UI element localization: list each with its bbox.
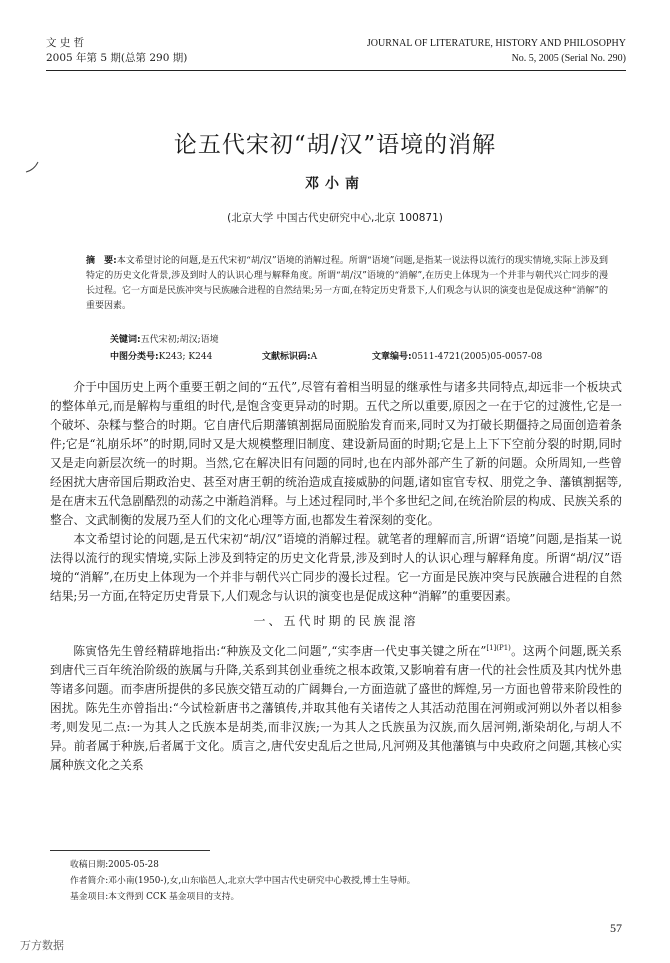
clc-label: 中图分类号: — [110, 352, 159, 362]
abstract-text: 本文希望讨论的问题,是五代宋初“胡/汉”语境的消解过程。所谓“语境”问题,是指某一说法得以流行的现实情境,实际上涉及到特定的历史文化背景,涉及到时人的认识心理与解释角度。所谓“胡/汉”语境的“消解”,在历史上体现为一个并非与朝代兴亡同步的漫长过程。它一方面是民族冲突与民族融合进程的自然结果;另一方面,在特定历史背景下,人们观念与认识的演变也是促成这种“消解”的重要因素。 — [86, 256, 608, 311]
article-title: 论五代宋初“胡/汉”语境的消解 — [173, 132, 497, 158]
header-rule — [46, 70, 626, 71]
journal-header-right — [367, 36, 626, 66]
clc-value: K243; K244 — [158, 352, 213, 362]
author-bio: 作者简介:邓小南(1950-),女,山东临邑人,北京大学中国古代史研究中心教授,博士生导师。 — [70, 876, 416, 886]
received-date: 收稿日期:2005-05-28 — [70, 860, 159, 870]
journal-name-cn: 文 史 哲 — [46, 37, 85, 49]
issue-info-cn: 2005 年第 5 期(总第 290 期) — [46, 52, 188, 64]
funding-note: 基金项目:本文得到 CCK 基金项目的支持。 — [70, 892, 240, 902]
section-heading: 一、五代时期的民族混溶 — [253, 614, 419, 628]
keywords-text: 五代宋初;胡汉;语境 — [140, 335, 219, 345]
footnote-rule — [50, 850, 210, 851]
footnotes — [70, 857, 610, 905]
journal-header-left — [46, 36, 187, 66]
page-number: 57 — [610, 921, 622, 935]
body-paragraph-1: 介于中国历史上两个重要王朝之间的“五代”,尽管有着相当明显的继承性与诸多共同特点,却远非一个板块式的整体单元,而是解构与重组的时代,是饱含变更异动的时期。五代之所以重要,原因之一在于它的过渡性,它是一个破坏、杂糅与整合的时期。它自唐代后期藩镇割据局面脱胎发育而来,同时又为打破长期僵持之局面创造着条件;它是“礼崩乐坏”的时期,同时又是大规模整理旧制度、建设新局面的时期;它是上上下下空前分裂的时期,同时又是走向新层次统一的时期。当然,它在解决旧有问题的同时,也在内部外部产生了新的问题。众所周知,一些曾经困扰大唐帝国后期政治史、甚至对唐王朝的统治造成直接威胁的问题,诸如宦官专权、朋党之争、藩镇割据等,是在唐末五代急剧酷烈的动荡之中渐趋消释。与上述过程同时,半个多世纪之间,在统治阶层的构成、民族关系的整合、文武制衡的发展乃至人们的文化心理等方面,也都发生着深刻的变化。 — [50, 380, 622, 527]
issue-info-en: No. 5, 2005 (Serial No. 290) — [511, 53, 626, 64]
article-no-label: 文章编号: — [372, 352, 412, 362]
keywords-label: 关键词: — [110, 335, 141, 345]
paragraph-3-text-a: 陈寅恪先生曾经精辟地指出:“种族及文化二问题”,“实李唐一代史事关键之所在” — [73, 643, 487, 658]
article-body — [50, 378, 622, 775]
body-paragraph-2: 本文希望讨论的问题,是五代宋初“胡/汉”语境的消解过程。就笔者的理解而言,所谓“语境”问题,是指某一说法得以流行的现实情境,实际上涉及到特定的历史文化背景,涉及到时人的认识心理与解释角度。所谓“胡/汉”语境的“消解”,在历史上体现为一个并非与朝代兴亡同步的漫长过程。它一方面是民族冲突与民族融合进程的自然结果;另一方面,在特定历史背景下,人们观念与认识的演变也是促成这种“消解”的重要因素。 — [50, 532, 622, 603]
watermark: 万方数据 — [20, 939, 64, 952]
abstract-label: 摘 要: — [86, 256, 117, 266]
journal-name-en: JOURNAL OF LITERATURE, HISTORY AND PHILOSOPHY — [366, 38, 626, 49]
doc-code-label: 文献标识码: — [262, 352, 311, 362]
abstract — [86, 254, 608, 314]
article-no-value: 0511-4721(2005)05-0057-08 — [411, 352, 543, 362]
body-paragraph-3 — [50, 639, 622, 775]
author-affiliation: (北京大学 中国古代史研究中心,北京 100871) — [227, 212, 443, 224]
author-name: 邓小南 — [305, 176, 365, 192]
doc-code-value: A — [310, 352, 318, 362]
citation-ref: [1](P1) — [486, 644, 511, 652]
classification-line — [110, 349, 610, 362]
paragraph-3-text-b: 。这两个问题,既关系到唐代三百年统治阶级的族属与升降,关系到其创业垂统之根本政策,又影响着有唐一代的社会性质及其内忧外患等诸多问题。而李唐所提供的多民族交错互动的广阔舞台,一方面造就了盛世的辉煌,另一方面也曾带来阶段性的困扰。陈先生亦曾指出:“今试检新唐书之藩镇传,并取其他有关诸传之人其活动范围在河朔或河朔以外者以相参考,则发见二点:一为其人之氏族本是胡类,而非汉族;一为其人之氏族虽为汉族,而久居河朔,渐染胡化,与胡人不异。前者属于种族,后者属于文化。质言之,唐代安史乱后之世局,凡河朔及其他藩镇与中央政府之问题,其核心实属种族文化之关系 — [50, 643, 622, 772]
keywords — [110, 332, 219, 345]
